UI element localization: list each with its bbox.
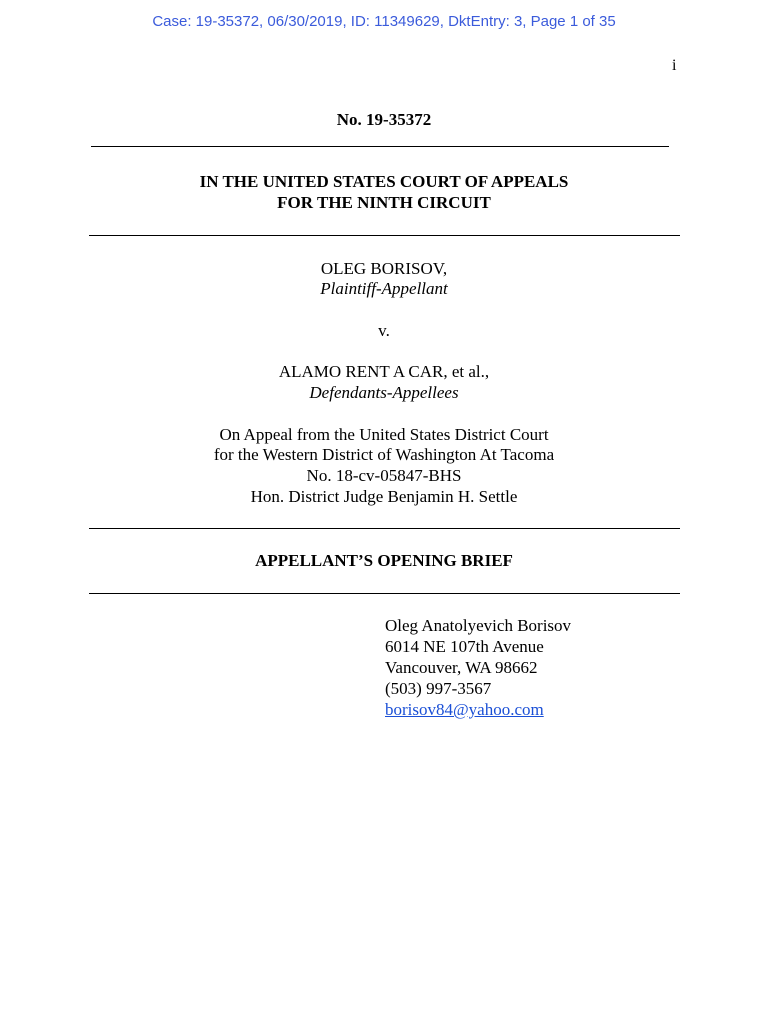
court-divider (89, 235, 680, 236)
appeal-line2: for the Western District of Washington At Tacoma (213, 445, 555, 464)
contact-city: Vancouver, WA 98662 (385, 658, 538, 677)
defendant-name: ALAMO RENT A CAR, et al., (278, 362, 490, 381)
versus-label: v. (378, 321, 390, 340)
plaintiff-role: Plaintiff-Appellant (320, 279, 448, 298)
case-number-divider (91, 146, 669, 147)
defendant-role: Defendants-Appellees (309, 383, 459, 402)
brief-title: APPELLANT’S OPENING BRIEF (255, 551, 513, 570)
contact-street: 6014 NE 107th Avenue (385, 637, 544, 656)
court-name-line1: IN THE UNITED STATES COURT OF APPEALS (199, 172, 569, 191)
case-number: No. 19-35372 (336, 110, 432, 129)
contact-phone: (503) 997-3567 (385, 679, 492, 698)
contact-name: Oleg Anatolyevich Borisov (385, 616, 572, 635)
plaintiff-name: OLEG BORISOV, (320, 259, 448, 278)
brief-title-divider (89, 593, 680, 594)
court-name-line2: FOR THE NINTH CIRCUIT (277, 193, 491, 212)
appeal-divider (89, 528, 680, 529)
contact-email-link[interactable]: borisov84@yahoo.com (385, 700, 544, 719)
appeal-line4: Hon. District Judge Benjamin H. Settle (250, 487, 518, 506)
appeal-line3: No. 18-cv-05847-BHS (306, 466, 462, 485)
docket-header-stamp: Case: 19-35372, 06/30/2019, ID: 11349629, DktEntry: 3, Page 1 of 35 (152, 13, 616, 30)
page-number: i (672, 57, 677, 74)
appeal-line1: On Appeal from the United States District Court (219, 425, 549, 444)
